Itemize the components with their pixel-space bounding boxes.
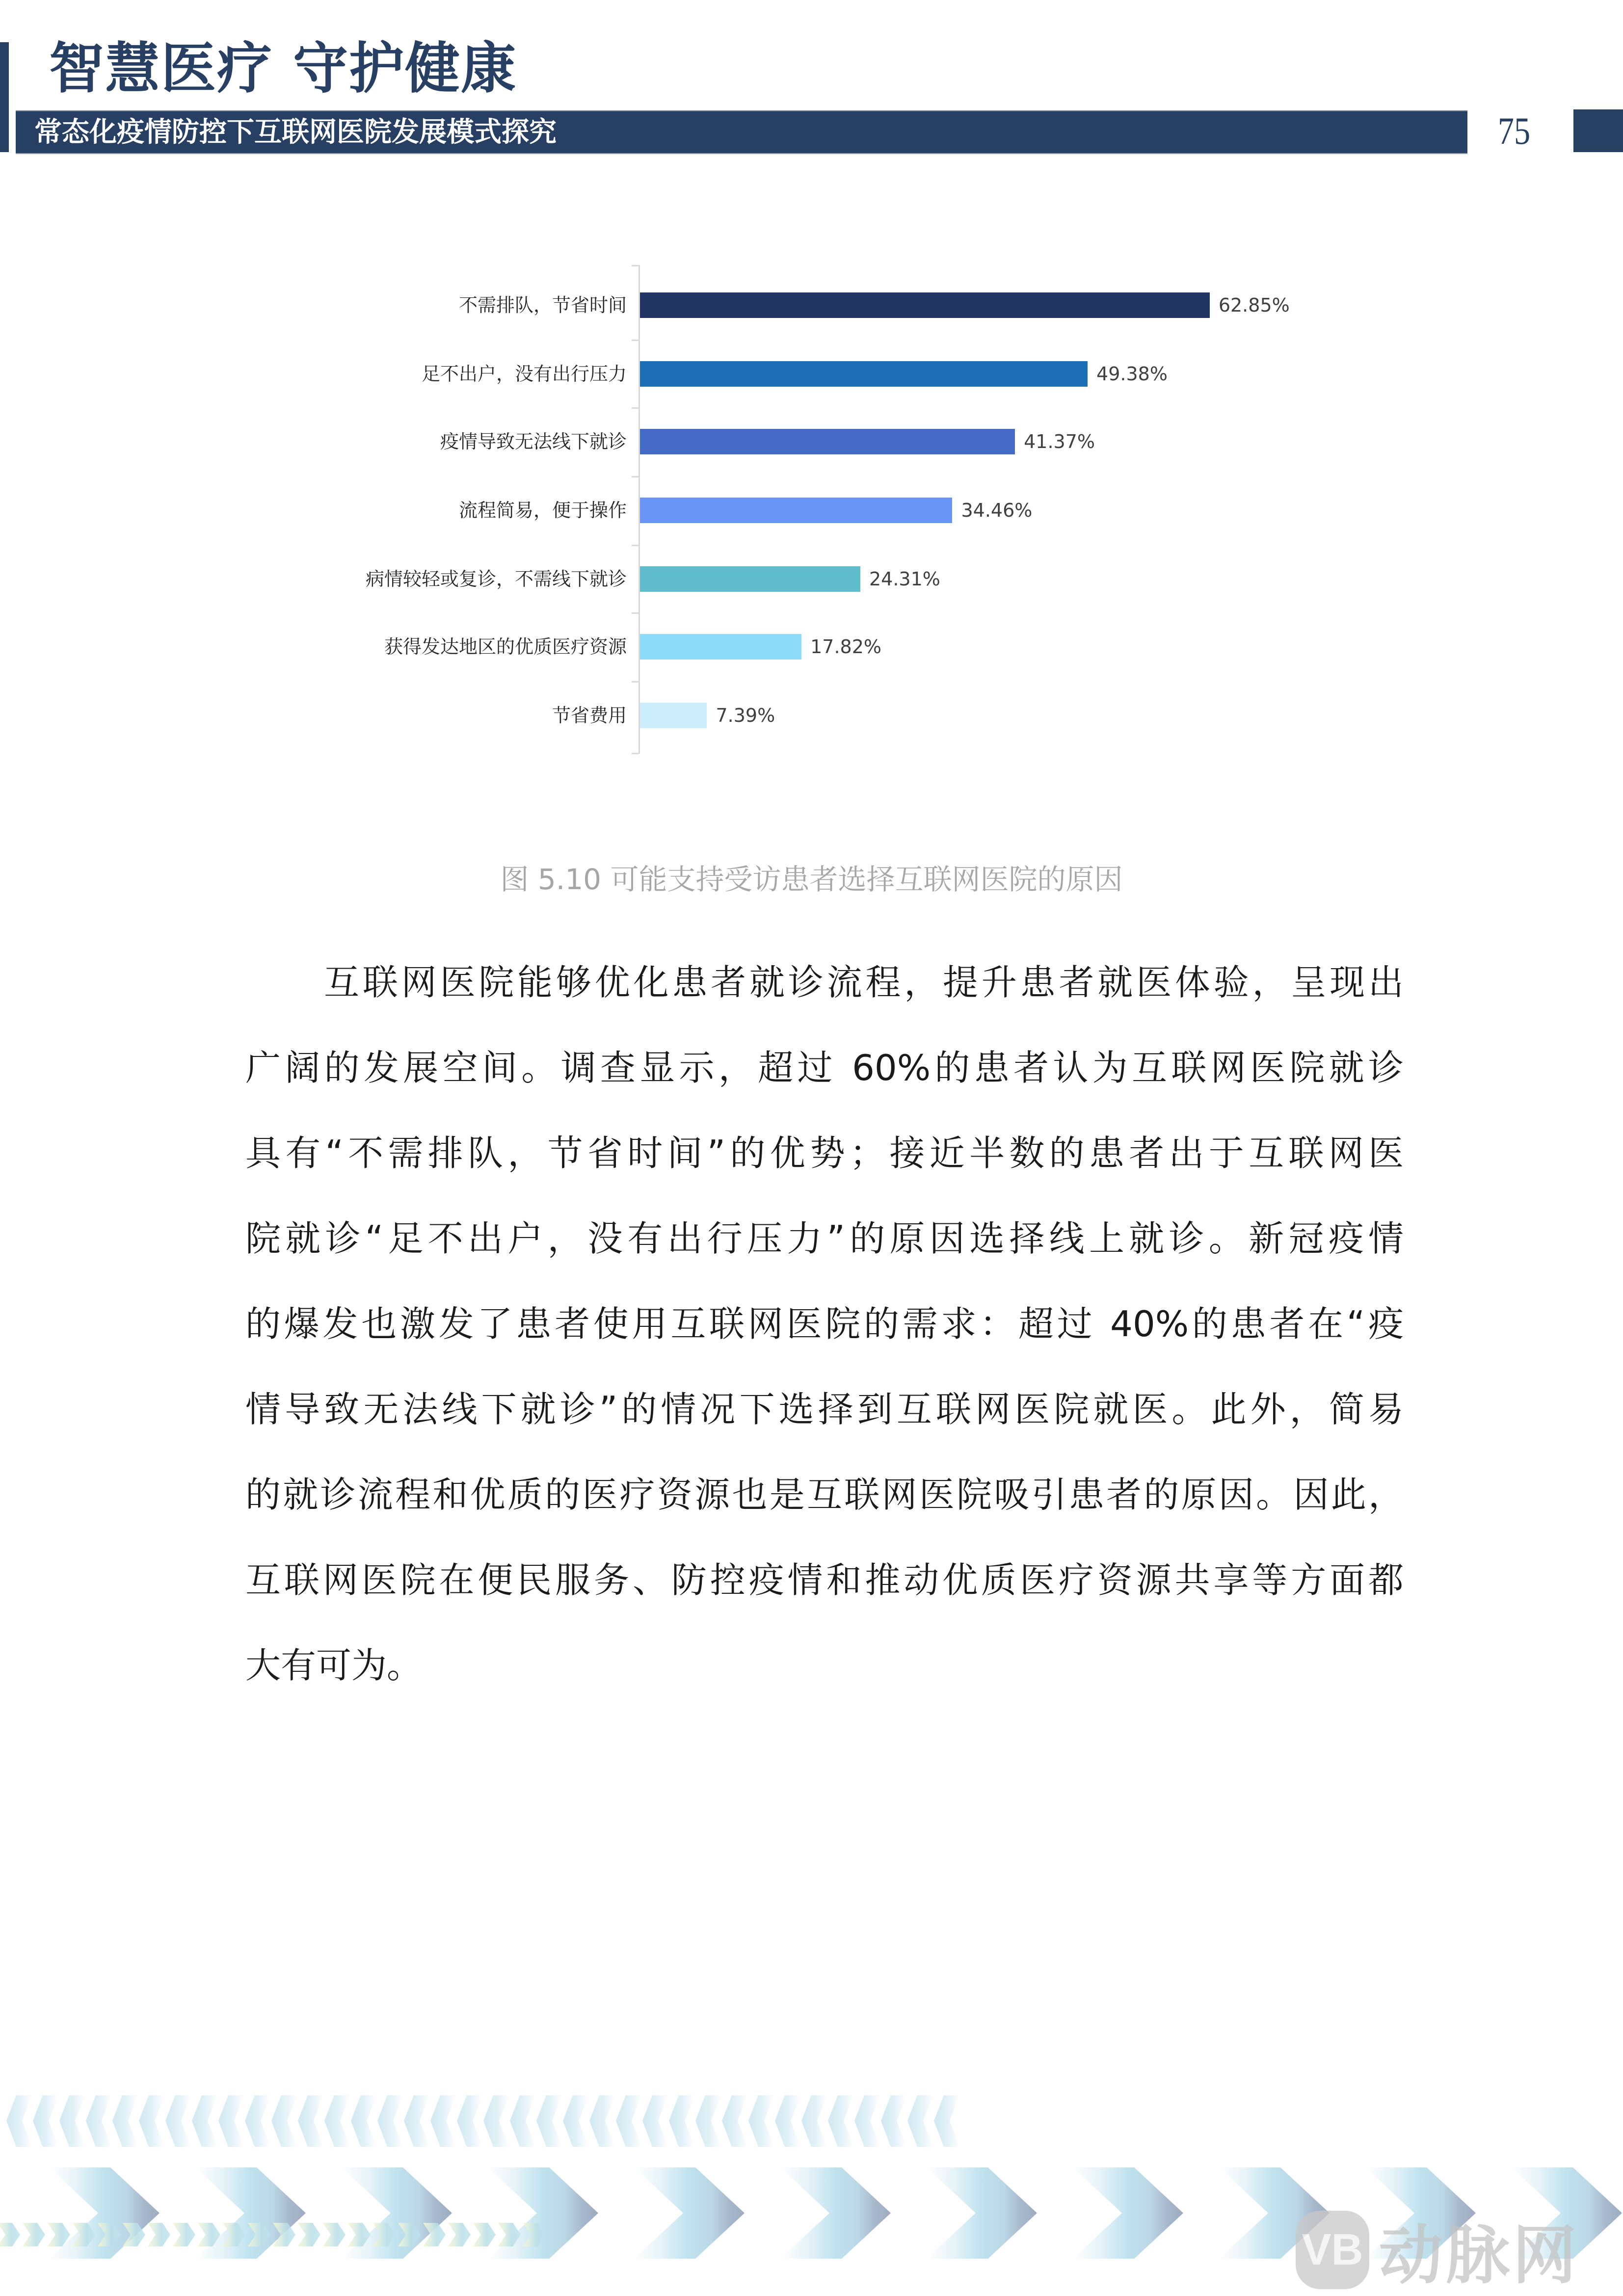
chevron-left-icon [483,2095,509,2147]
chevron-left-icon [563,2095,588,2147]
bar-row [0,566,1623,592]
chevron-left-icon [854,2095,880,2147]
page-header-subtitle: 常态化疫情防控下互联网医院发展模式探究 [34,116,557,148]
chevron-right-icon [323,2223,346,2246]
chevron-right-icon [23,2223,45,2246]
chevron-left-icon [404,2095,429,2147]
chevron-left-icon [6,2095,32,2147]
bar-category-label: 获得发达地区的优质医疗资源 [384,636,627,658]
axis-tick [632,612,639,614]
body-text-line: 广阔的发展空间。调查显示，超过 60%的患者认为互联网医院就诊 [245,1047,1404,1088]
chevron-left-icon [218,2095,244,2147]
chevron-left-icon [192,2095,217,2147]
chevron-left-icon [722,2095,747,2147]
header-left-accent-bar [0,42,9,152]
chevron-left-icon [589,2095,615,2147]
body-text-line: 大有可为。 [245,1645,423,1686]
bar-value-label: 24.31% [869,568,940,590]
bar-row [0,361,1623,387]
chevron-left-icon [669,2095,694,2147]
watermark-text: 动脉网 [1379,2217,1580,2293]
chevron-right-icon [448,2223,471,2246]
chevron-left-icon [695,2095,721,2147]
chevron-left-icon [642,2095,668,2147]
bar-value-label: 41.37% [1024,431,1095,452]
chevron-right-icon [1073,2167,1183,2259]
chevron-right-icon [148,2223,170,2246]
figure-caption: 图 5.10 可能支持受访患者选择互联网医院的原因 [500,863,1123,896]
chevron-right-icon [298,2223,320,2246]
chevron-left-icon [112,2095,138,2147]
chevron-left-icon [457,2095,482,2147]
chevron-left-icon [510,2095,535,2147]
bar-value-label: 49.38% [1096,363,1168,385]
chevron-right-icon [634,2167,745,2259]
chevron-right-icon [173,2223,195,2246]
chevron-right-icon [927,2167,1037,2259]
chevron-left-icon [324,2095,350,2147]
chevron-left-icon [536,2095,562,2147]
axis-tick [632,681,639,683]
chevron-left-icon [775,2095,800,2147]
header-subtitle-band [16,110,1467,154]
body-paragraph [245,940,1404,1708]
bar-category-label: 病情较轻或复诊，不需线下就诊 [365,568,627,590]
page-header-title: 智慧医疗 守护健康 [49,36,517,101]
chevron-right-icon [473,2223,496,2246]
chevron-left-icon [430,2095,456,2147]
bar [640,566,860,592]
body-text-line: 具有“不需排队，节省时间”的优势；接近半数的患者出于互联网医 [245,1133,1404,1174]
body-text-line: 院就诊“足不出户，没有出行压力”的原因选择线上就诊。新冠疫情 [245,1218,1404,1259]
chevron-left-icon [298,2095,323,2147]
bar-category-label: 疫情导致无法线下就诊 [440,431,627,452]
chevron-left-icon [881,2095,906,2147]
body-text-line: 互联网医院在便民服务、防控疫情和推动优质医疗资源共享等方面都 [245,1559,1404,1601]
axis-tick [632,407,639,409]
chevron-left-icon [33,2095,58,2147]
chevron-left-icon [86,2095,111,2147]
watermark-logo-icon: VB [1296,2211,1369,2289]
axis-tick [632,340,639,341]
bar-value-label: 17.82% [810,636,882,658]
bar-value-label: 34.46% [961,500,1033,521]
bar-row [0,634,1623,660]
page-number: 75 [1497,109,1531,152]
chevron-left-icon [59,2095,85,2147]
chevron-left-icon [616,2095,641,2147]
bar-row [0,498,1623,523]
chevron-left-icon [351,2095,376,2147]
chevron-left-icon [377,2095,403,2147]
chevron-left-icon [271,2095,297,2147]
chevron-left-icon [748,2095,774,2147]
bar-category-label: 足不出户，没有出行压力 [421,363,627,385]
bar [640,703,707,728]
header-right-accent-block [1573,109,1623,152]
body-text-line: 互联网医院能够优化患者就诊流程，提升患者就医体验，呈现出 [324,962,1404,1003]
bar-value-label: 62.85% [1218,294,1290,316]
bar [640,361,1088,387]
bar [640,498,952,523]
bar-category-label: 不需排队，节省时间 [458,294,627,316]
chevron-left-icon [801,2095,827,2147]
chevron-left-icon [934,2095,959,2147]
chevron-right-icon [780,2167,891,2259]
chevron-left-icon [828,2095,853,2147]
bar [640,429,1015,454]
bar [640,292,1210,318]
body-text-line: 的就诊流程和优质的医疗资源也是互联网医院吸引患者的原因。因此， [245,1474,1404,1515]
bar-category-label: 流程简易，便于操作 [458,500,627,521]
axis-tick [632,753,639,754]
horizontal-bar-chart [0,265,1623,765]
bar [640,634,801,660]
chevron-right-icon [0,2223,20,2246]
body-text-line: 的爆发也激发了患者使用互联网医院的需求：超过 40%的患者在“疫 [245,1303,1404,1345]
axis-tick [632,476,639,477]
bar-row [0,429,1623,454]
chevron-left-icon [139,2095,164,2147]
chevron-left-icon [165,2095,191,2147]
bar-row [0,703,1623,728]
bar-row [0,292,1623,318]
watermark [1296,2208,1579,2292]
bar-value-label: 7.39% [716,705,775,726]
bar-category-label: 节省费用 [552,705,627,726]
chevron-left-icon [907,2095,933,2147]
chevron-left-icon [245,2095,270,2147]
body-text-line: 情导致无法线下就诊”的情况下选择到互联网医院就医。此外，简易 [245,1389,1404,1430]
axis-tick [632,545,639,546]
axis-tick [632,265,639,266]
